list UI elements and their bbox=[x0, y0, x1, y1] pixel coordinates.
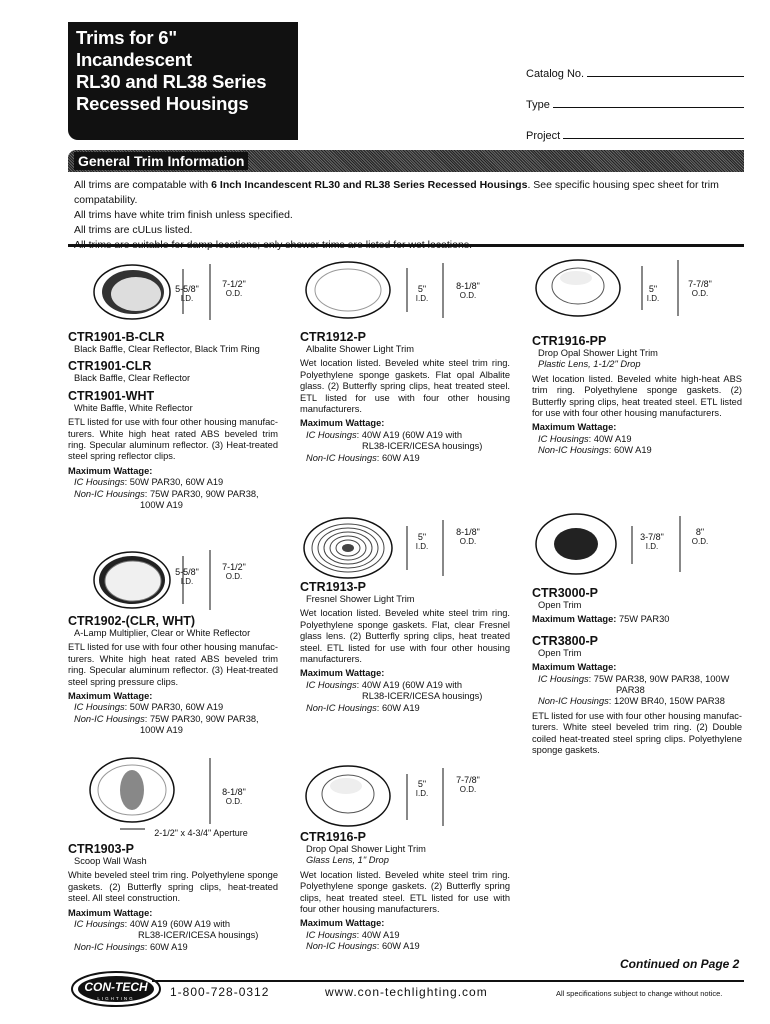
phone-number: 1-800-728-0312 bbox=[170, 985, 270, 999]
product-code: CTR1901-WHT bbox=[68, 388, 155, 403]
dim-od: 7-7/8" O.D. bbox=[688, 279, 712, 298]
project-field[interactable] bbox=[526, 126, 744, 142]
max-wattage-label: Maximum Wattage: bbox=[300, 418, 385, 429]
info-bold: 6 Inch Incandescent RL30 and RL38 Series Recessed Housings bbox=[211, 179, 528, 191]
max-wattage-label: Maximum Wattage: bbox=[68, 465, 153, 476]
type-field[interactable] bbox=[526, 95, 744, 111]
general-info bbox=[74, 178, 754, 253]
product-subtitle: Scoop Wall Wash bbox=[74, 856, 147, 866]
product-ctr1916pp: CTR1916-PP Drop Opal Shower Light Trim Plastic Lens, 1-1/2" Drop Wet location listed. Beveled white high-heat ABS trim ring. Polyethylene sponge gaskets. (2) Butterfly spring clips, heat treated steel. ETL listed for use with four other housing manufacturers. Maximum Wattage: IC Housings: 40W A19 Non-IC Housings: 60W A19 bbox=[532, 334, 742, 456]
max-wattage-label: Maximum Wattage: bbox=[300, 668, 385, 679]
dim-od: 7-7/8" O.D. bbox=[456, 775, 480, 794]
product-code: CTR1916-PP bbox=[532, 334, 607, 348]
project-label: Project bbox=[526, 130, 561, 142]
product-ctr1913: CTR1913-P Fresnel Shower Light Trim Wet location listed. Beveled white steel trim ring. Polyethylene sponge gaskets. Flat, clear Fresnel glass lens. (2) Butterfly spring clips, heat treated steel. ETL listed for use with four other housing manufacturers. Maximum Wattage: IC Housings: 40W A19 (60W A19 with RL38-ICER/ICESA housings) Non-IC Housings: 60W A19 bbox=[300, 580, 510, 713]
product-subtitle: Albalite Shower Light Trim bbox=[306, 344, 414, 354]
trim-fresnel-figure bbox=[300, 516, 480, 582]
product-code: CTR1903-P bbox=[68, 842, 134, 856]
product-subtitle: Fresnel Shower Light Trim bbox=[306, 594, 415, 604]
info-text: . See specific housing spec sheet for trim compatability. bbox=[74, 179, 719, 206]
product-code: CTR3000-P bbox=[532, 586, 598, 600]
product-code: CTR1901-B-CLR bbox=[68, 330, 165, 344]
product-description: Wet location listed. Beveled white high-heat ABS trim ring. Polyethylene sponge gaskets. (2) Butterfly spring clips, heat treated steel. ETL listed for use with four other housing manufacturers. bbox=[532, 373, 742, 419]
title-box bbox=[68, 22, 298, 140]
product-ctr1912: CTR1912-P Albalite Shower Light Trim Wet location listed. Beveled white steel trim ring. Polyethylene sponge gaskets. Flat opal Albalite glass. (2) Butterfly spring clips, heat treated steel. ETL listed for use with four other housing manufacturers. Maximum Wattage: IC Housings: 40W A19 (60W A19 with RL38-ICER/ICESA housings) Non-IC Housings: 60W A19 bbox=[300, 330, 510, 463]
catalog-label: Catalog No. bbox=[526, 68, 585, 80]
product-code: CTR1913-P bbox=[300, 580, 366, 594]
product-description: ETL listed for use with four other housing manufac-turers. White high heat rated ABS beveled trim ring. Specular aluminum reflector. (3) Heat-treated steel spring pressure clips. bbox=[68, 642, 278, 687]
product-ctr1903: CTR1903-P Scoop Wall Wash White beveled steel trim ring. Polyethylene sponge gaskets. (2) Butterfly spring clips, heat-treated steel. All steel construction. Maximum Wattage: IC Housings: 40W A19 (60W A19 with RL38-ICER/ICESA housings) Non-IC Housings: 60W A19 bbox=[68, 842, 278, 952]
product-subtitle: Drop Opal Shower Light Trim bbox=[306, 844, 426, 854]
logo-subtext: LIGHTING bbox=[97, 996, 135, 1001]
con-tech-logo bbox=[70, 970, 162, 1008]
product-subtitle: White Baffle, White Reflector bbox=[74, 402, 193, 413]
product-subtitle: Open Trim bbox=[538, 647, 582, 658]
title-line: RL30 and RL38 Series bbox=[76, 71, 267, 92]
title-line: Trims for 6" bbox=[76, 27, 177, 48]
dim-id: 5" I.D. bbox=[415, 779, 429, 798]
dim-id: 3-7/8" I.D. bbox=[640, 532, 664, 551]
dim-od: 8-1/8" O.D. bbox=[456, 281, 480, 300]
max-wattage-label: Maximum Wattage: bbox=[300, 918, 385, 929]
product-subtitle: Black Baffle, Clear Reflector bbox=[74, 373, 191, 384]
type-label: Type bbox=[526, 99, 550, 111]
product-ctr3000: CTR3000-P Open Trim Maximum Wattage: 75W PAR30 CTR3800-P Open Trim Maximum Wattage: IC Housings: 75W PAR38, 90W PAR38, 100W PAR38 Non-IC Housings: 120W BR40, 150W PAR38 ETL listed for use with four other housing manufac-turers. White steel beveled trim ring. (2) Double coiled heat-treated steel spring clips. Polyethylene sponge gaskets. bbox=[532, 586, 742, 756]
dim-od: 8" O.D. bbox=[691, 527, 709, 546]
dim-id: 5-5/8" I.D. bbox=[175, 567, 199, 586]
info-line: All trims have white trim finish unless specified. bbox=[74, 209, 293, 221]
footer-divider bbox=[152, 980, 744, 982]
product-code: CTR1912-P bbox=[300, 330, 366, 344]
info-text: All trims are compatable with bbox=[74, 179, 212, 191]
dim-od: 7-1/2" O.D. bbox=[222, 562, 246, 581]
max-wattage-label: Maximum Wattage: bbox=[532, 422, 617, 433]
dim-id: 5" I.D. bbox=[415, 532, 429, 551]
dim-od: 8-1/8" O.D. bbox=[456, 527, 480, 546]
title-line: Recessed Housings bbox=[76, 93, 249, 114]
product-subtitle: Black Baffle, Clear Reflector, Black Trim Ring bbox=[74, 344, 260, 354]
dim-od: 8-1/8" O.D. bbox=[222, 787, 246, 806]
max-wattage-label: Maximum Wattage: bbox=[68, 907, 153, 918]
continued-note: Continued on Page 2 bbox=[620, 957, 740, 971]
website-link[interactable]: www.con-techlighting.com bbox=[325, 985, 488, 999]
max-wattage-label: Maximum Wattage: bbox=[68, 691, 153, 702]
dim-od: 7-1/2" O.D. bbox=[222, 279, 246, 298]
dim-id: 5" I.D. bbox=[415, 284, 429, 303]
dim-aperture: 2-1/2" x 4-3/4" Aperture bbox=[154, 828, 248, 838]
product-ctr1916p: CTR1916-P Drop Opal Shower Light Trim Glass Lens, 1" Drop Wet location listed. Beveled white steel trim ring. Polyethylene sponge gaskets. (2) Butterfly spring clips, heat treated steel. ETL listed for use with four other housing manufacturers. Maximum Wattage: IC Housings: 40W A19 Non-IC Housings: 60W A19 bbox=[300, 830, 510, 952]
product-code: CTR1902-(CLR, WHT) bbox=[68, 614, 196, 628]
title-line: Incandescent bbox=[76, 49, 192, 70]
info-line: All trims are cULus listed. bbox=[74, 224, 193, 236]
product-code: CTR3800-P bbox=[532, 633, 598, 648]
product-description: White beveled steel trim ring. Polyethylene sponge gaskets. (2) Butterfly spring clips, heat-treated steel. All steel construction. bbox=[68, 870, 278, 904]
catalog-field[interactable] bbox=[526, 64, 744, 80]
logo-text: CON-TECH bbox=[84, 980, 148, 994]
dim-id: 5-5/8" I.D. bbox=[175, 284, 199, 303]
section-header bbox=[68, 150, 744, 172]
dim-id: 5" I.D. bbox=[646, 284, 660, 303]
product-description: ETL listed for use with four other housing manufac-turers. White high heat rated ABS beveled trim ring. Specular aluminum reflector. (3) Heat-treated steel spring reflector clips. bbox=[68, 417, 278, 462]
product-ctr1901: CTR1901-B-CLR Black Baffle, Clear Reflector, Black Trim Ring CTR1901-CLR Black Baffle, Clear Reflector CTR1901-WHT White Baffle, White Reflector ETL listed for use with four other housing manufac-turers. White high heat rated ABS beveled trim ring. Specular aluminum reflector. (3) Heat-treated steel spring reflector clips. Maximum Wattage: IC Housings: 50W PAR30, 60W A19 Non-IC Housings: 75W PAR30, 90W PAR38, 100W A19 bbox=[68, 330, 278, 511]
product-code: CTR1916-P bbox=[300, 830, 366, 844]
max-wattage-label: Maximum Wattage: bbox=[532, 662, 617, 673]
product-description: ETL listed for use with four other housing manufac-turers. White steel beveled trim ring. (2) Double coiled heat-treated steel spring clips. Polyethylene sponge gaskets. bbox=[532, 710, 742, 756]
product-subtitle: A-Lamp Multiplier, Clear or White Reflector bbox=[74, 628, 251, 638]
divider bbox=[68, 244, 744, 247]
disclaimer: All specifications subject to change without notice. bbox=[556, 989, 723, 998]
product-subtitle: Open Trim bbox=[538, 600, 582, 610]
product-code: CTR1901-CLR bbox=[68, 359, 152, 374]
product-description: Wet location listed. Beveled white steel trim ring. Polyethylene sponge gaskets. Flat, clear Fresnel glass lens. (2) Butterfly spring clips, heat treated steel. ETL listed for use with four other housing manufacturers. bbox=[300, 608, 510, 665]
section-heading: General Trim Information bbox=[74, 152, 248, 170]
product-subtitle: Drop Opal Shower Light Trim bbox=[538, 348, 658, 358]
product-ctr1902: CTR1902-(CLR, WHT) A-Lamp Multiplier, Clear or White Reflector ETL listed for use with four other housing manufac-turers. White high heat rated ABS beveled trim ring. Specular aluminum reflector. (3) Heat-treated steel spring pressure clips. Maximum Wattage: IC Housings: 50W PAR30, 60W A19 Non-IC Housings: 75W PAR30, 90W PAR38, 100W A19 bbox=[68, 614, 278, 736]
product-description: Wet location listed. Beveled white steel trim ring. Polyethylene sponge gaskets. Flat opal Albalite glass. (2) Butterfly spring clips, heat treated steel. ETL listed for use with four other housing manufacturers. bbox=[300, 358, 510, 415]
product-description: Wet location listed. Beveled white steel trim ring. Polyethylene sponge gaskets. (2) Butterfly spring clips, heat treated steel. ETL listed for use with four other housing manufacturers. bbox=[300, 869, 510, 915]
